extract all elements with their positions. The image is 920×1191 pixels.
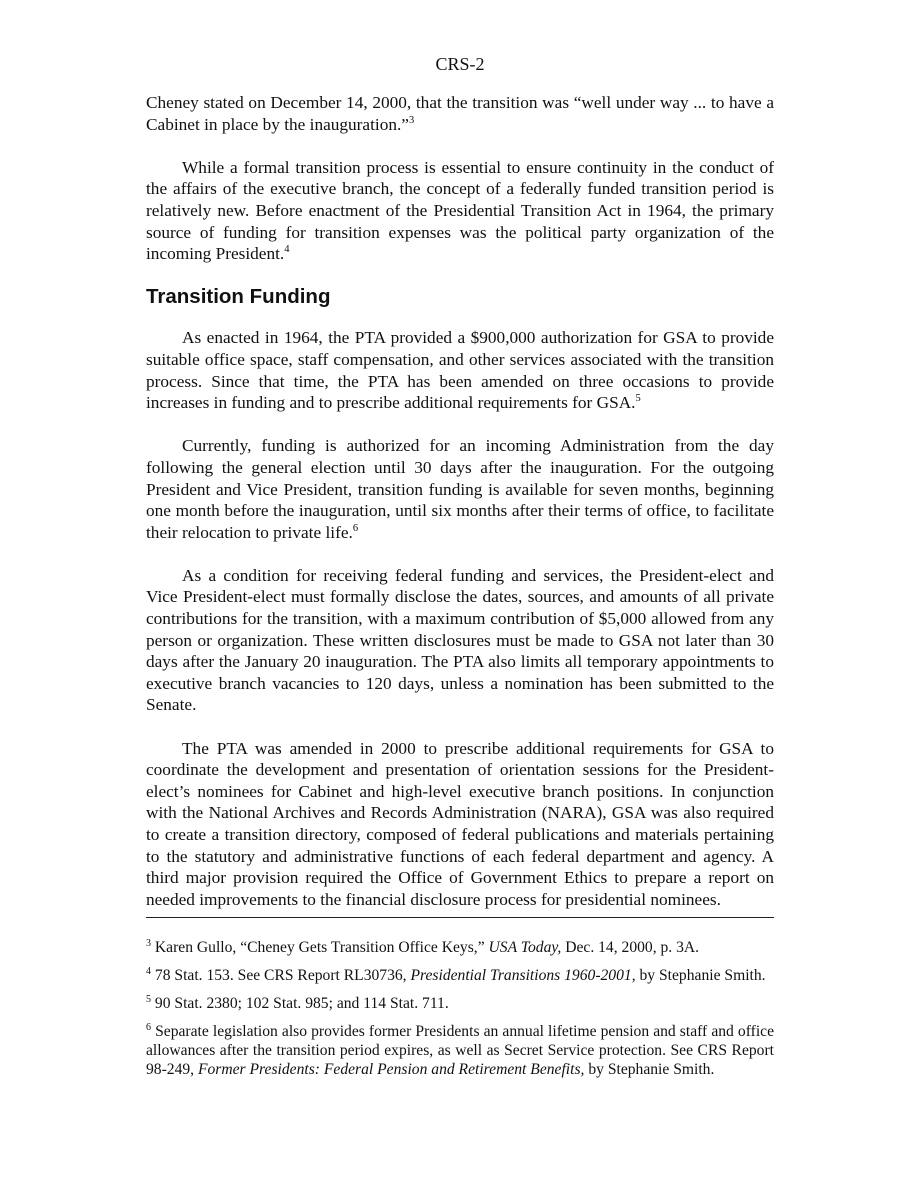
paragraph-4: Currently, funding is authorized for an incoming Administration from the day following the general election until 30 days after the inauguration. For the outgoing President and Vice President, transition funding is available for seven months, beginning one month before the inauguration, until six months after their terms of office, to facilitate their relocation to private life.$^6$: [146, 436, 774, 542]
footnote-ref-5[interactable]: 5: [635, 393, 641, 405]
paragraph-1: Cheney stated on December 14, 2000, that the transition was “well under way ... to have a Cabinet in place by the inauguration.”$^3$: [146, 93, 774, 134]
paragraph-6: The PTA was amended in 2000 to prescribe additional requirements for GSA to coordinate the development and presentation of orientation sessions for the President-elect’s nominees for Cabinet and high-level executive branch positions. In conjunction with the National Archives and Records Administration (NARA), GSA was also required to create a transition directory, composed of federal publications and materials pertaining to the statutory and administrative functions of each federal department and agency. A third major provision required the Office of Government Ethics to prepare a report on needed improvements to the financial disclosure process for presidential nominees.: [146, 738, 774, 909]
footnote-4: $^4$ 78 Stat. 153. See CRS Report RL30736, Presidential Transitions 1960-2001, by Stephanie Smith.: [146, 966, 766, 984]
paragraph-5: As a condition for receiving federal funding and services, the President-elect and Vice President-elect must formally disclose the dates, sources, and amounts of all private contributions for the transition, with a maximum contribution of $5,000 allowed from any person or organization. These written disclosures must be made to GSA not later than 30 days after the January 20 inauguration. The PTA also limits all temporary appointments to executive branch vacancies to 120 days, unless a nomination has been submitted to the Senate.: [146, 565, 774, 715]
footnote-3: $^3$ Karen Gullo, “Cheney Gets Transition Office Keys,” USA Today, Dec. 14, 2000, p. 3A.: [146, 938, 700, 956]
footnote-6: $^6$ Separate legislation also provides former Presidents an annual lifetime pension and staff and office allowances after the transition period expires, as well as Secret Service protection. See CRS Report 98-249, Former Presidents: Federal Pension and Retirement Benefits, by Stephanie Smith.: [146, 1022, 774, 1078]
footnote-ref-6[interactable]: 6: [352, 522, 359, 534]
body-text: [146, 92, 774, 910]
footnote-divider: [146, 917, 774, 918]
paragraph-3: As enacted in 1964, the PTA provided a $900,000 authorization for GSA to provide suitable office space, staff compensation, and other services associated with the transition process. Since that time, the PTA has been amended on three occasions to provide increases in funding and to prescribe additional requirements for GSA.$^5$: [146, 328, 774, 413]
page-header: CRS-2: [435, 54, 485, 74]
footnote-ref-3[interactable]: 3: [408, 114, 415, 126]
paragraph-2: While a formal transition process is essential to ensure continuity in the conduct of the affairs of the executive branch, the concept of a federally funded transition period is relatively new. Before enactment of the Presidential Transition Act in 1964, the primary source of funding for transition expenses was the political party organization of the incoming President.$^4$: [146, 157, 774, 264]
footnotes: [146, 938, 774, 1088]
section-heading: Transition Funding: [146, 285, 331, 309]
footnote-5: $^5$ 90 Stat. 2380; 102 Stat. 985; and 114 Stat. 711.: [146, 994, 449, 1012]
footnote-ref-4[interactable]: 4: [284, 244, 290, 256]
